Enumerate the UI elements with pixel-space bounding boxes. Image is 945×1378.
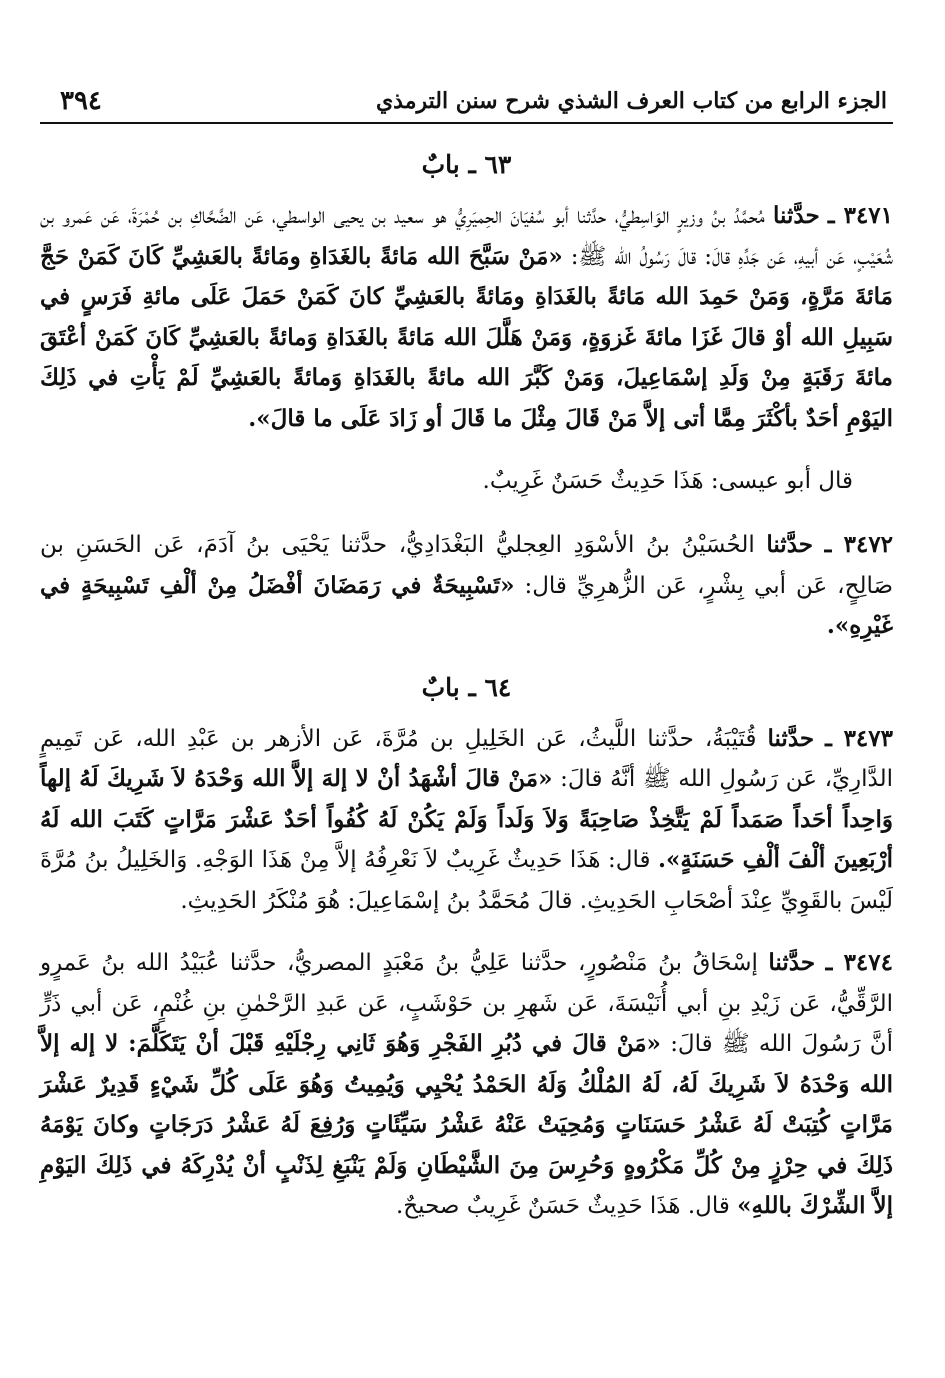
- hadith-number: ٣٤٧١ ـ: [827, 202, 894, 229]
- hadith-matn: «مَنْ قالَ أشْهَدُ أنْ لا إلهَ إلاَّ الله وَحْدَهُ لاَ شَرِيكَ لَهُ إلهاً وَاحِداً أحَداً صَمَداً لَمْ يَتَّخِذْ صَاحِبَةً وَلاَ وَلَداً وَلَمْ يَكُنْ لَهُ كُفُواً أحَدٌ عَشْرَ مَرَّاتٍ كَتَبَ الله لَهُ أرْبَعِينَ ألْفَ ألْفِ حَسَنَةٍ».: [40, 765, 893, 873]
- hadith-3473: [40, 719, 893, 922]
- haddathana-label: حدَّثنا: [766, 531, 813, 558]
- hadith-matn: «مَنْ سَبَّحَ الله مَائةً بالغَدَاةِ ومَائةً بالعَشِيِّ كَانَ كَمَنْ حَجَّ مَائةَ مَرَّةٍ، وَمَنْ حَمِدَ الله مَائةً بالغَدَاةِ ومَائةً بالعَشِيِّ كانَ كَمَنْ حَمَلَ عَلَى مائةِ فَرَسٍ في سَبِيلِ الله أوْ قالَ غَزَا مائةَ غَزوَةٍ، وَمَنْ هَلَّلَ الله مَائةً بالغَدَاةِ وَمائةً بالعَشِيِّ كَانَ كَمَنْ أعْتَقَ مائةَ رَقَبَةٍ مِنْ وَلَدِ إسْمَاعِيلَ، وَمَنْ كَبَّرَ الله مائةً بالغَدَاةِ وَمائةً بالعَشِيِّ لَمْ يَأْتِ في ذَلِكَ اليَوْمِ أحَدٌ بأكْثَرَ مِمَّا أتى إلاَّ مَنْ قَالَ مِثْلَ ما قَالَ أو زَادَ عَلَى ما قالَ».: [40, 242, 893, 432]
- haddathana-label: حدَّثنا: [768, 949, 816, 976]
- hadith-commentary: قال. هَذَا حَدِيثٌ حَسَنٌ غَرِيبٌ صحيحٌ.: [395, 1193, 730, 1219]
- hadith-3474: [40, 943, 893, 1227]
- hadith-matn: «مَنْ قالَ في دُبُرِ الفَجْرِ وَهُوَ ثَانِي رِجْلَيْهِ قَبْلَ أنْ يَتَكَلَّمَ: لا إله إلاَّ الله وَحْدَهُ لاَ شَرِيكَ لَهُ، لَهُ المُلْكُ وَلَهُ الحَمْدُ يُحْيِي وَيُمِيتُ وَهُوَ عَلَى كُلِّ شَيْءٍ قَدِيرٌ عَشْرَ مَرَّاتٍ كُتِبَتْ لَهُ عَشْرُ حَسَنَاتٍ وَمُحِيَتْ عَنْهُ عَشْرُ سَيِّئَاتٍ وَرُفِعَ لَهُ عَشْرُ دَرَجَاتٍ وكانَ يَوْمَهُ ذَلِكَ في حِرْزٍ مِنْ كُلِّ مَكْرُوهٍ وَحُرِسَ مِنَ الشَّيْطَانِ وَلَمْ يَنْبَغِ لِذَنْبٍ أنْ يُدْرِكَهُ في ذَلِكَ اليَوْمِ إلاَّ الشِّرْكَ باللهِ»: [40, 1030, 893, 1219]
- hadith-grading-note: قال أبو عيسى: هَذَا حَدِيثٌ حَسَنٌ غَرِيبٌ.: [482, 468, 853, 494]
- hadith-matn: «تَسْبِيحَةٌ في رَمَضَانَ أفْضَلُ مِنْ ألْفِ تَسْبِيحَةٍ في غَيْرِهِ».: [40, 571, 893, 639]
- page-number: ٣٩٤: [60, 86, 102, 116]
- hadith-isnad: قُتَيْبَةُ، حدَّثنا اللَّيثُ، عَن الخَلِيلِ بن مُرَّةَ، عَن الأزهر بن عَبْدِ الله، عَن تَمِيمٍ الدَّارِيِّ، عَن رَسُولِ الله ﷺ أنَّهُ قالَ:: [40, 725, 893, 792]
- hadith-commentary: قال: هَذَا حَدِيثٌ غَرِيبٌ لاَ نَعْرِفُهُ إلاَّ مِنْ هَذَا الوَجْهِ. وَالخَلِيلُ بنُ مُرَّةَ لَيْسَ بالقَوِيِّ عِنْدَ أصْحَابِ الحَدِيثِ. قالَ مُحَمَّدُ بنُ إسْمَاعِيلَ: هُوَ مُنْكَرُ الحَدِيثِ.: [40, 847, 893, 914]
- haddathana-label: حدَّثنا: [767, 724, 815, 752]
- hadith-3472: [40, 525, 893, 647]
- hadith-number: ٣٤٧٤ ـ: [825, 949, 893, 976]
- running-header: [40, 80, 893, 124]
- hadith-isnad: مُحمَّدُ بنُ وزيرٍ الوَاسِطيُّ، حدَّثنا أبو سُفيَانَ الحِميَرِيُّ هو سعيد بن يحيى الواسطي، عَن الضَّحَّاكِ بن حُمْرَةَ، عَن عَمرو بن شُعَيْبٍ، عَن أبيهِ، عَن جَدِّهِ قالَ: قالَ رَسُولُ الله ﷺ:: [40, 203, 894, 270]
- hadith-3471: [40, 196, 893, 439]
- hadith-number: ٣٤٧٣ ـ: [825, 724, 893, 752]
- haddathana-label: حدَّثنا: [773, 202, 820, 229]
- hadith-number: ٣٤٧٢ ـ: [824, 531, 894, 558]
- running-title: الجزء الرابع من كتاب العرف الشذي شرح سنن الترمذي: [375, 88, 887, 114]
- hadith-isnad: إسْحَاقُ بنُ مَنْصُورٍ، حدَّثنا عَلِيُّ بنُ مَعْبَدٍ المصريُّ، حدَّثنا عُبَيْدُ الله بنُ عَمرٍو الرَّقِّيُّ، عَن زَيْدِ بنِ أبي أُنَيْسَةَ، عَن شَهرِ بن حَوْشَبٍ، عَن عَبدِ الرَّحْمٰنِ بنِ غُنْمٍ، عَن أبي ذَرٍّ أنَّ رَسُولَ الله ﷺ قالَ:: [40, 950, 893, 1057]
- chapter-heading-63: ٦٣ ـ بابٌ: [421, 150, 512, 179]
- chapter-heading-64: ٦٤ ـ بابٌ: [421, 672, 512, 702]
- page-body: [40, 132, 893, 1338]
- hadith-isnad: الحُسَيْنُ بنُ الأسْوَدِ العِجليُّ البَغْدَادِيُّ، حدَّثنا يَحْيَى بنُ آدَمَ، عَن الحَسَنِ بن صَالِحٍ، عَن أبي بِشْرٍ، عَن الزُّهرِيِّ قال:: [40, 532, 893, 599]
